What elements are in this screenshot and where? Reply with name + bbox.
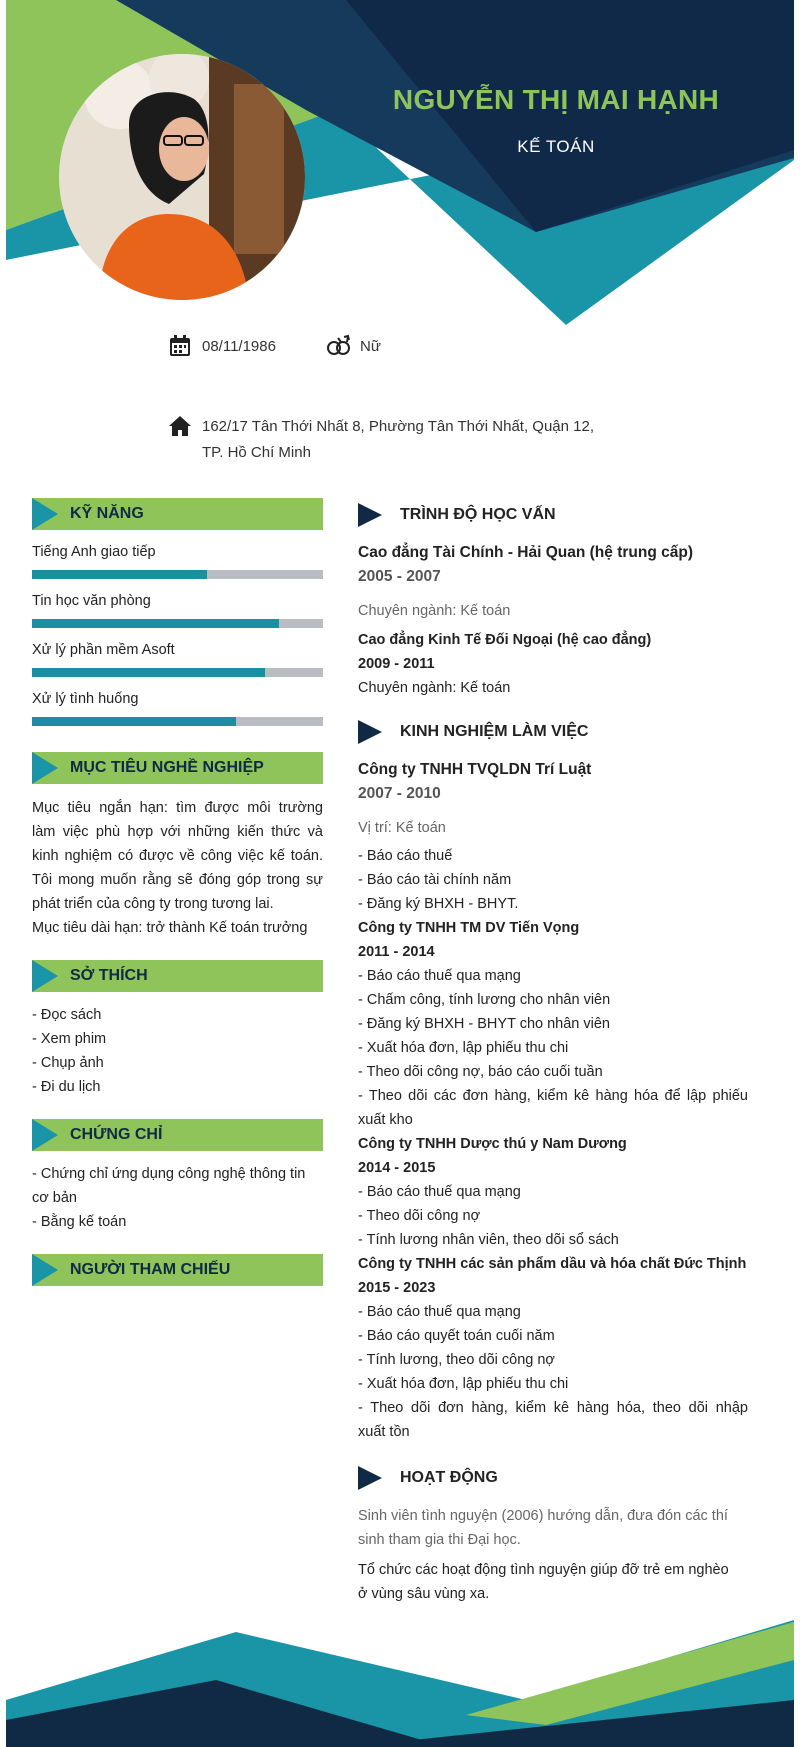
list-item: - Theo dõi các đơn hàng, kiểm kê hàng hóa để lập phiếu <box>358 1088 748 1104</box>
triangle-icon <box>358 720 382 744</box>
list-item: - Đăng ký BHXH - BHYT cho nhân viên <box>358 1016 610 1032</box>
list-item: xuất kho <box>358 1112 413 1128</box>
school-name: Cao đẳng Tài Chính - Hải Quan (hệ trung cấp) <box>358 544 693 561</box>
section-header-references: NGƯỜI THAM CHIẾU <box>32 1254 323 1286</box>
section-header-experience: KINH NGHIỆM LÀM VIỆC <box>358 720 588 744</box>
school-years: 2005 - 2007 <box>358 568 441 585</box>
school-years: 2009 - 2011 <box>358 656 435 672</box>
skill-bar <box>32 619 323 628</box>
gender-row <box>326 334 381 358</box>
candidate-name: NGUYỄN THỊ MAI HẠNH <box>392 84 720 115</box>
activities-paragraph-2: Tổ chức các hoạt động tình nguyện giúp đỡ trẻ em nghèo ở vùng sâu vùng xa. <box>358 1562 729 1602</box>
section-header-activities: HOẠT ĐỘNG <box>358 1466 498 1490</box>
company-years: 2011 - 2014 <box>358 944 435 960</box>
list-item: - Báo cáo thuế qua mạng <box>358 1184 521 1200</box>
skill-name: Xử lý phần mềm Asoft <box>32 642 175 658</box>
company-years: 2015 - 2023 <box>358 1280 436 1296</box>
list-item: - Theo dõi đơn hàng, kiểm kê hàng hóa, theo dõi nhập <box>358 1400 748 1416</box>
activities-paragraph-1: Sinh viên tình nguyện (2006) hướng dẫn, đưa đón các thí sinh tham gia thi Đại học. <box>358 1508 728 1548</box>
list-item: - Đăng ký BHXH - BHYT. <box>358 896 519 912</box>
list-item: - Chụp ảnh <box>32 1055 104 1071</box>
address-row <box>168 414 594 438</box>
section-header-certificates: CHỨNG CHỈ <box>32 1119 323 1151</box>
school-major: Chuyên ngành: Kế toán <box>358 680 511 696</box>
candidate-role: KẾ TOÁN <box>517 137 595 156</box>
triangle-icon <box>32 1119 58 1151</box>
address-line2-row <box>202 444 311 461</box>
education-2 <box>358 628 748 700</box>
list-item: - Xem phim <box>32 1031 107 1047</box>
skill-bar <box>32 570 323 579</box>
certificates-list <box>32 1162 323 1234</box>
list-item: - Báo cáo thuế <box>358 848 453 864</box>
list-item: - Tính lương nhân viên, theo dõi sổ sách <box>358 1232 619 1248</box>
list-item: - Xuất hóa đơn, lập phiếu thu chi <box>358 1040 569 1056</box>
company-name: Công ty TNHH TVQLDN Trí Luật <box>358 761 592 778</box>
hobbies-list <box>32 1003 323 1099</box>
skill-name: Tin học văn phòng <box>32 593 151 609</box>
triangle-icon <box>32 752 58 784</box>
triangle-icon <box>32 960 58 992</box>
resume-page <box>6 0 794 1747</box>
list-item: - Chứng chỉ ứng dụng công nghệ thông tin <box>32 1166 306 1182</box>
birthday-value: 08/11/1986 <box>202 337 276 355</box>
home-icon <box>168 414 192 438</box>
experience-1-body <box>358 816 748 1444</box>
section-header-objective: MỤC TIÊU NGHỀ NGHIỆP <box>32 752 323 784</box>
list-item: - Báo cáo thuế qua mạng <box>358 968 521 984</box>
section-header-hobbies: SỞ THÍCH <box>32 960 323 992</box>
list-item: - Báo cáo tài chính năm <box>358 872 512 888</box>
position: Vị trí: Kế toán <box>358 820 446 836</box>
gender-icon <box>326 334 350 358</box>
education-1 <box>358 541 748 589</box>
calendar-icon <box>168 334 192 358</box>
triangle-icon <box>358 503 382 527</box>
skill-name: Tiếng Anh giao tiếp <box>32 544 156 560</box>
list-item: - Báo cáo thuế qua mạng <box>358 1304 521 1320</box>
section-header-education: TRÌNH ĐỘ HỌC VẤN <box>358 503 556 527</box>
school-name: Cao đẳng Kinh Tế Đối Ngoại (hệ cao đẳng) <box>358 632 652 648</box>
skill-bar <box>32 668 323 677</box>
birthday-row <box>168 334 276 358</box>
list-item: xuất tồn <box>358 1424 410 1440</box>
skill-name: Xử lý tình huống <box>32 691 139 707</box>
list-item: - Bằng kế toán <box>32 1214 127 1230</box>
triangle-icon <box>32 498 58 530</box>
list-item: - Tính lương, theo dõi công nợ <box>358 1352 555 1368</box>
list-item: - Đi du lịch <box>32 1079 101 1095</box>
section-header-skills: KỸ NĂNG <box>32 498 323 530</box>
list-item: - Chấm công, tính lương cho nhân viên <box>358 992 611 1008</box>
avatar <box>59 54 305 300</box>
list-item: cơ bản <box>32 1190 77 1206</box>
list-item: - Theo dõi công nợ, báo cáo cuối tuần <box>358 1064 603 1080</box>
objective-text: Mục tiêu ngắn hạn: tìm được môi trường làm việc phù hợp với những kiến thức và kinh nghiệm có được về công việc kế toán. Tôi mong muốn rằng sẽ đóng góp trong sự phát triển của công ty trong tương lai. Mục tiêu dài hạn: trở thành Kế toán trưởng <box>32 800 323 936</box>
triangle-icon <box>32 1254 58 1286</box>
education-1-major: Chuyên ngành: Kế toán <box>358 603 511 619</box>
company-name: Công ty TNHH Dược thú y Nam Dương <box>358 1136 627 1152</box>
list-item: - Theo dõi công nợ <box>358 1208 481 1224</box>
triangle-icon <box>358 1466 382 1490</box>
address-line2: TP. Hồ Chí Minh <box>202 444 311 461</box>
address-line1: 162/17 Tân Thới Nhất 8, Phường Tân Thới Nhất, Quận 12, <box>202 417 595 435</box>
list-item: - Báo cáo quyết toán cuối năm <box>358 1328 555 1344</box>
skill-bar <box>32 717 323 726</box>
list-item: - Đọc sách <box>32 1007 102 1023</box>
company-name: Công ty TNHH TM DV Tiến Vọng <box>358 920 580 936</box>
gender-value: Nữ <box>360 337 381 355</box>
company-years: 2014 - 2015 <box>358 1160 436 1176</box>
list-item: - Xuất hóa đơn, lập phiếu thu chi <box>358 1376 569 1392</box>
experience-1-header <box>358 758 748 806</box>
company-name: Công ty TNHH các sản phẩm dầu và hóa chất Đức Thịnh <box>358 1256 747 1272</box>
company-years: 2007 - 2010 <box>358 785 441 802</box>
